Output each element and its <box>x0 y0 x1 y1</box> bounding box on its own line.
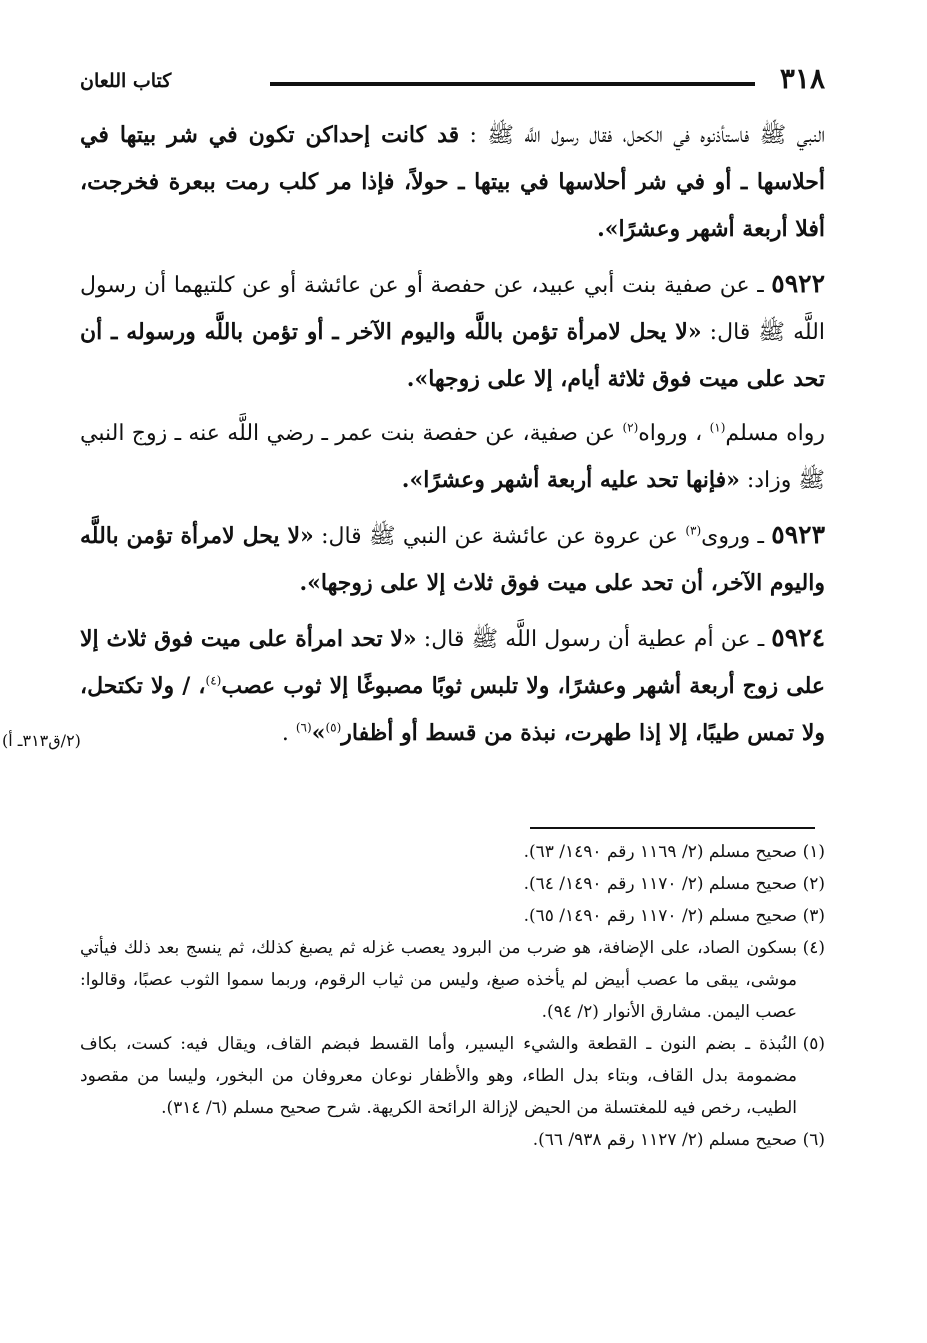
p4-text-b: عن عروة عن عائشة عن النبي ﷺ قال: <box>313 524 686 549</box>
footnote-text: بسكون الصاد، على الإضافة، هو ضرب من البرود يعصب غزله ثم يصبغ كذلك، ثم ينسج بعد ذلك فيأتي موشى، يبقى ما عصب أبيض لم يأخذه صبغ، وليس من ثياب الرقوم، وربما سموا الثوب عصبًا، وقالوا: عصب اليمن. مشارق الأنوار (٢/ ٩٤). <box>80 938 797 1022</box>
p5-text-b: «لا تحد امرأة على ميت فوق ثلاث إلا على زوج أربعة أشهر وعشرًا، ولا تلبس ثوبًا مصبوغًا إلا ثوب عصب <box>80 626 825 699</box>
footnote-text: صحيح مسلم (٢/ ١١٢٧ رقم ٩٣٨/ ٦٦). <box>532 1130 797 1150</box>
footnote-number: (٥) <box>802 1034 825 1054</box>
p1-text-b: قد كانت إحداكن تكون في شر بيتها في أحلاسها ـ أو في شر أحلاسها في بيتها ـ حولاً، فإذا مر كلب رمت ببعرة فخرجت، أفلا أربعة أشهر وعشرًا». <box>80 122 825 242</box>
p5-text-a: ـ عن أم عطية أن رسول اللَّه ﷺ قال: <box>416 627 772 652</box>
p4-text-a: ـ وروى <box>701 524 772 549</box>
manuscript-margin-note: (٢/ق٣١٣ـ أ) <box>2 731 81 750</box>
hadith-5924 <box>80 615 825 757</box>
p4-text-c: «لا يحل لامرأة تؤمن باللَّه واليوم الآخر، أن تحد على ميت فوق ثلاث إلا على زوجها». <box>80 523 825 596</box>
footnote-text: صحيح مسلم (٢/ ١١٧٠ رقم ١٤٩٠/ ٦٥). <box>523 906 797 926</box>
p5-text-c: ، / ولا تكتحل، ولا تمس طيبًا، إلا إذا طهرت، نبذة من قسط أو أظفار <box>80 673 825 746</box>
footnote-ref-1: (١) <box>709 420 726 435</box>
p5-text-e: . <box>281 721 296 746</box>
p3-text-a: رواه مسلم <box>725 421 825 446</box>
hadith-number: ٥٩٢٢ <box>771 269 825 298</box>
footnote-text: صحيح مسلم (٢/ ١١٧٠ رقم ١٤٩٠/ ٦٤). <box>523 874 797 894</box>
p2-text-b: «لا يحل لامرأة تؤمن باللَّه واليوم الآخر ـ أو تؤمن باللَّه ورسوله ـ أن تحد على ميت فوق ثلاثة أيام، إلا على زوجها». <box>80 319 825 392</box>
hadith-number: ٥٩٢٣ <box>771 520 825 549</box>
hadith-5923 <box>80 512 825 607</box>
header-rule <box>270 82 755 86</box>
footnote-ref-2: (٢) <box>622 420 639 435</box>
book-title: كتاب اللعان <box>80 70 172 92</box>
page-number: ٣١٨ <box>779 62 825 95</box>
hadith-5922 <box>80 261 825 403</box>
footnote-text: صحيح مسلم (٢/ ١١٦٩ رقم ١٤٩٠/ ٦٣). <box>523 842 797 862</box>
footnote-number: (٤) <box>802 938 825 958</box>
footnote-rule <box>530 827 815 829</box>
footnote <box>80 1124 825 1156</box>
footnote-number: (٦) <box>802 1130 825 1150</box>
footnote-ref-4: (٤) <box>205 673 222 688</box>
paragraph-1 <box>80 112 825 253</box>
footnote <box>80 1028 825 1124</box>
footnote-ref-5: (٥) <box>325 720 342 735</box>
hadith-number: ٥٩٢٤ <box>771 623 825 652</box>
footnote-number: (٢) <box>802 874 825 894</box>
footnote-ref-6: (٦) <box>295 720 312 735</box>
main-text <box>80 112 825 765</box>
footnote <box>80 868 825 900</box>
footnote-ref-3: (٣) <box>685 523 702 538</box>
footnote-number: (٣) <box>802 906 825 926</box>
footnotes <box>80 836 825 1156</box>
p3-text-c: عن صفية، عن حفصة بنت عمر ـ رضي اللَّه عنه ـ زوج النبي ﷺ وزاد: <box>80 421 825 493</box>
p5-text-d: » <box>311 720 326 746</box>
footnote <box>80 932 825 1028</box>
paragraph-3 <box>80 411 825 504</box>
p1-text-a: النبي ﷺ فاستأذنوه في الكحل، فقال رسول اللَّه ﷺ : <box>459 123 825 148</box>
footnote-number: (١) <box>802 842 825 862</box>
page-header <box>80 62 825 102</box>
footnote <box>80 836 825 868</box>
footnote <box>80 900 825 932</box>
p3-text-d: «فإنها تحد عليه أربعة أشهر وعشرًا». <box>401 467 740 493</box>
p3-text-b: ، ورواه <box>638 421 710 446</box>
footnote-text: النُبذة ـ بضم النون ـ القطعة والشيء اليسير، وأما القسط فبضم القاف، ويقال فيه: كست، بكاف مضمومة بدل القاف، وبتاء بدل الطاء، وهو والأظفار نوعان معروفان من البخور، وليسا من مقصود الطيب، رخص فيه للمغتسلة من الحيض لإزالة الرائحة الكريهة. شرح صحيح مسلم (٦/ ٣١٤). <box>80 1034 797 1118</box>
p2-text-a: ـ عن صفية بنت أبي عبيد، عن حفصة أو عن عائشة أو عن كلتيهما أن رسول اللَّه ﷺ قال: <box>80 273 825 345</box>
